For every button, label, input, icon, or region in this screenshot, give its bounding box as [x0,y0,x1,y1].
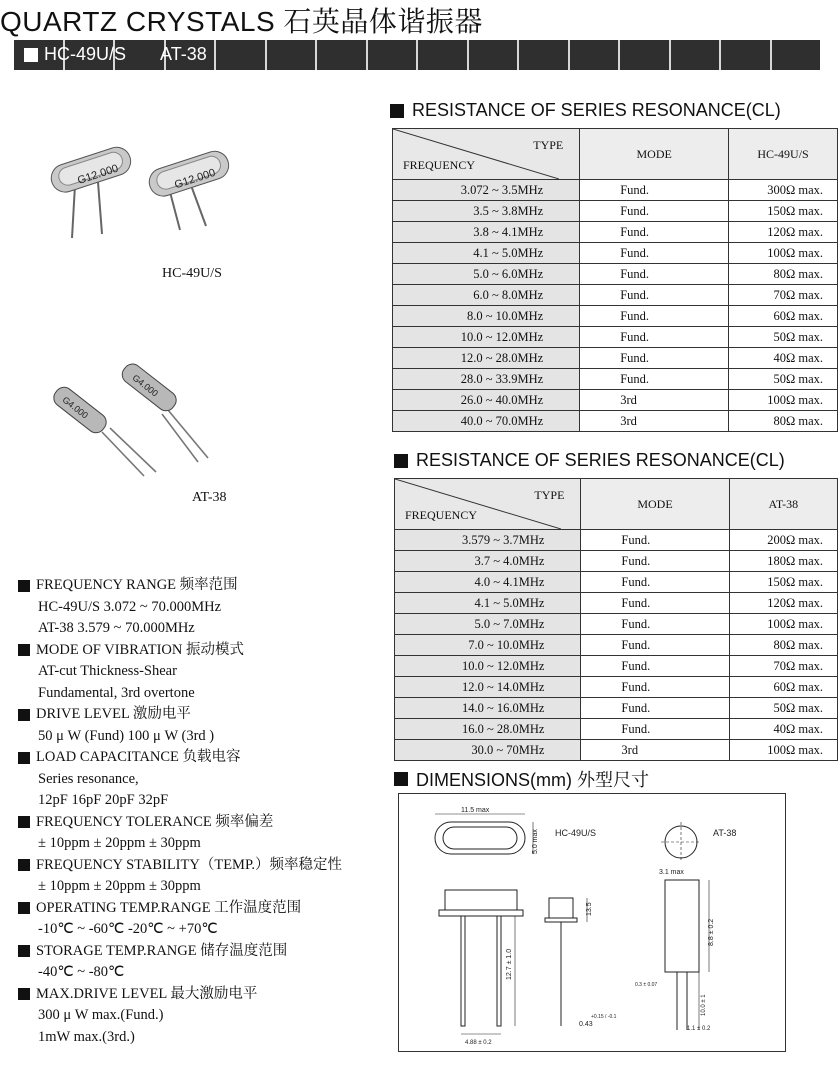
property-heading: MODE OF VIBRATION 振动模式 [18,640,342,662]
property-value: 50 μ W (Fund) 100 μ W (3rd ) [38,727,215,744]
resistance-cell: 40Ω max. [729,348,838,369]
property-value: 1mW max.(3rd.) [38,1028,135,1045]
mode-cell: Fund. [580,264,729,285]
mode-cell: Fund. [581,572,729,593]
dim-at-dia: 3.1 max [659,869,684,876]
mode-cell: Fund. [580,243,729,264]
mode-cell: Fund. [581,530,729,551]
bullet-square-icon [18,709,30,721]
property-value: -10℃ ~ -60℃ -20℃ ~ +70℃ [38,921,218,937]
mode-cell: Fund. [580,285,729,306]
frequency-cell: 3.5 ~ 3.8MHz [393,201,580,222]
frequency-cell: 30.0 ~ 70MHz [395,740,581,761]
bullet-square-icon [18,752,30,764]
dim-body-height: 13.5 [586,902,593,916]
at38-product-photo [40,350,230,480]
resistance-cell: 70Ω max. [729,285,838,306]
frequency-cell: 12.0 ~ 14.0MHz [395,677,581,698]
at38-marking-1: G4.000 [60,394,90,421]
resistance-cell: 100Ω max. [729,390,838,411]
resistance-cell: 300Ω max. [729,180,838,201]
table-row [395,698,838,719]
table-row [395,530,838,551]
table-row [393,285,838,306]
resistance-cell: 180Ω max. [729,551,837,572]
at38-dim-label: AT-38 [713,828,737,838]
bullet-square-icon [18,644,30,656]
at38-caption: AT-38 [192,490,227,505]
resistance-cell: 100Ω max. [729,740,837,761]
table-row [393,411,838,432]
frequency-cell: 26.0 ~ 40.0MHz [393,390,580,411]
resistance-cell: 80Ω max. [729,264,838,285]
mode-header: MODE [580,129,729,180]
table-row [395,719,838,740]
property-value: Series resonance, [38,770,139,787]
property-value: Fundamental, 3rd overtone [38,684,195,701]
table-row [393,180,838,201]
dim-at-pitch: 1.1 ± 0.2 [687,1026,711,1032]
mode-cell: Fund. [580,348,729,369]
mode-cell: 3rd [580,390,729,411]
hc49-marking-2: G12.000 [173,166,217,192]
table-row [395,551,838,572]
resistance-cell: 70Ω max. [729,656,837,677]
frequency-cell: 4.1 ~ 5.0MHz [393,243,580,264]
bullet-square-icon [24,48,38,62]
bullet-square-icon [18,902,30,914]
frequency-cell: 40.0 ~ 70.0MHz [393,411,580,432]
mode-cell: Fund. [581,677,729,698]
model-at38: AT-38 [160,44,207,64]
properties-list [18,575,342,1048]
table-row [395,614,838,635]
frequency-cell: 12.0 ~ 28.0MHz [393,348,580,369]
bullet-square-icon [390,104,404,118]
resistance-cell: 100Ω max. [729,243,838,264]
dim-at-lead-dia: 0.3 ± 0.07 [635,982,658,988]
property-heading: LOAD CAPACITANCE 负载电容 [18,747,342,769]
frequency-cell: 6.0 ~ 8.0MHz [393,285,580,306]
frequency-cell: 3.8 ~ 4.1MHz [393,222,580,243]
property-value: ± 10ppm ± 20ppm ± 30ppm [38,878,201,894]
dim-at-lead-length: 10.0 ± 1 [701,994,707,1016]
mode-cell: Fund. [581,614,729,635]
hc49-resistance-table [392,128,838,432]
frequency-cell: 3.7 ~ 4.0MHz [395,551,581,572]
table-row [395,593,838,614]
at38-table-heading: RESISTANCE OF SERIES RESONANCE(CL) [394,450,785,471]
mode-cell: Fund. [580,222,729,243]
dim-lead-dia: 0.43 [579,1021,593,1028]
bullet-square-icon [18,816,30,828]
hc49-table-heading: RESISTANCE OF SERIES RESONANCE(CL) [390,100,781,121]
mode-cell: Fund. [580,201,729,222]
mode-cell: Fund. [581,719,729,740]
mode-cell: Fund. [580,306,729,327]
property-heading: OPERATING TEMP.RANGE 工作温度范围 [18,898,342,920]
header-models [24,44,207,65]
frequency-cell: 5.0 ~ 7.0MHz [395,614,581,635]
table-row [395,635,838,656]
mode-cell: Fund. [581,593,729,614]
resistance-cell: 60Ω max. [729,306,838,327]
mode-cell: Fund. [581,551,729,572]
property-value: 300 μ W max.(Fund.) [38,1007,164,1023]
table-row [393,348,838,369]
hc49-product-photo [20,130,240,250]
type-frequency-header: TYPE FREQUENCY [393,129,580,180]
frequency-cell: 10.0 ~ 12.0MHz [393,327,580,348]
property-heading: DRIVE LEVEL 激励电平 [18,704,342,726]
resistance-cell: 150Ω max. [729,201,838,222]
bullet-square-icon [18,988,30,1000]
hc49-marking-1: G12.000 [76,162,120,187]
model-header: AT-38 [729,479,837,530]
bullet-square-icon [394,454,408,468]
resistance-cell: 50Ω max. [729,327,838,348]
resistance-cell: 40Ω max. [729,719,837,740]
dimensions-drawing [398,793,786,1052]
dim-lead-tol: +0.15 / -0.1 [591,1014,617,1020]
dim-body-depth: 5.0 max [532,829,539,854]
property-heading: FREQUENCY RANGE 频率范围 [18,575,342,597]
table-header-row [395,479,838,530]
property-value: ± 10ppm ± 20ppm ± 30ppm [38,835,201,851]
bullet-square-icon [18,580,30,592]
frequency-cell: 4.0 ~ 4.1MHz [395,572,581,593]
bullet-square-icon [394,772,408,786]
table-row [393,390,838,411]
table-row [393,243,838,264]
property-value: AT-38 3.579 ~ 70.000MHz [38,620,195,636]
table-row [395,740,838,761]
frequency-cell: 3.072 ~ 3.5MHz [393,180,580,201]
table-header-row [393,129,838,180]
hc49-caption: HC-49U/S [162,266,222,281]
mode-cell: Fund. [581,698,729,719]
mode-header: MODE [581,479,729,530]
property-value: 12pF 16pF 20pF 32pF [38,792,169,808]
dim-at-length: 8.8 ± 0.2 [708,918,715,946]
resistance-cell: 150Ω max. [729,572,837,593]
dimensions-heading: DIMENSIONS(mm) 外型尺寸 [394,766,649,792]
frequency-cell: 5.0 ~ 6.0MHz [393,264,580,285]
frequency-cell: 14.0 ~ 16.0MHz [395,698,581,719]
model-hc49: HC-49U/S [44,44,127,64]
property-value: -40℃ ~ -80℃ [38,964,125,980]
mode-cell: 3rd [581,740,729,761]
table-row [395,572,838,593]
type-frequency-header: TYPE FREQUENCY [395,479,581,530]
table-row [393,306,838,327]
frequency-cell: 3.579 ~ 3.7MHz [395,530,581,551]
table-row [395,677,838,698]
property-value: AT-cut Thickness-Shear [38,663,177,679]
resistance-cell: 80Ω max. [729,411,838,432]
frequency-cell: 16.0 ~ 28.0MHz [395,719,581,740]
resistance-cell: 100Ω max. [729,614,837,635]
mode-cell: Fund. [581,635,729,656]
resistance-cell: 60Ω max. [729,677,837,698]
table-row [393,327,838,348]
page-title: QUARTZ CRYSTALS 石英晶体谐振器 [0,6,483,37]
dim-lead-length: 12.7 ± 1.0 [506,948,513,980]
mode-cell: 3rd [580,411,729,432]
property-heading: MAX.DRIVE LEVEL 最大激励电平 [18,984,342,1006]
at38-marking-2: G4.000 [130,372,160,399]
resistance-cell: 50Ω max. [729,698,837,719]
property-heading: STORAGE TEMP.RANGE 储存温度范围 [18,941,342,963]
hc49-dim-label: HC-49U/S [555,828,597,838]
resistance-cell: 50Ω max. [729,369,838,390]
table-row [393,201,838,222]
bullet-square-icon [18,945,30,957]
mode-cell: Fund. [580,369,729,390]
resistance-cell: 120Ω max. [729,593,837,614]
dim-lead-pitch: 4.88 ± 0.2 [465,1040,492,1046]
at38-resistance-table [394,478,838,761]
frequency-cell: 4.1 ~ 5.0MHz [395,593,581,614]
bullet-square-icon [18,859,30,871]
property-value: HC-49U/S 3.072 ~ 70.000MHz [38,598,222,615]
frequency-cell: 7.0 ~ 10.0MHz [395,635,581,656]
resistance-cell: 80Ω max. [729,635,837,656]
table-row [393,369,838,390]
table-row [393,222,838,243]
table-row [393,264,838,285]
frequency-cell: 10.0 ~ 12.0MHz [395,656,581,677]
property-heading: FREQUENCY TOLERANCE 频率偏差 [18,812,342,834]
resistance-cell: 200Ω max. [729,530,837,551]
model-header: HC-49U/S [729,129,838,180]
mode-cell: Fund. [580,327,729,348]
frequency-cell: 28.0 ~ 33.9MHz [393,369,580,390]
frequency-cell: 8.0 ~ 10.0MHz [393,306,580,327]
mode-cell: Fund. [580,180,729,201]
dim-body-width: 11.5 max [461,807,490,814]
table-row [395,656,838,677]
mode-cell: Fund. [581,656,729,677]
resistance-cell: 120Ω max. [729,222,838,243]
property-heading: FREQUENCY STABILITY（TEMP.）频率稳定性 [18,855,342,877]
